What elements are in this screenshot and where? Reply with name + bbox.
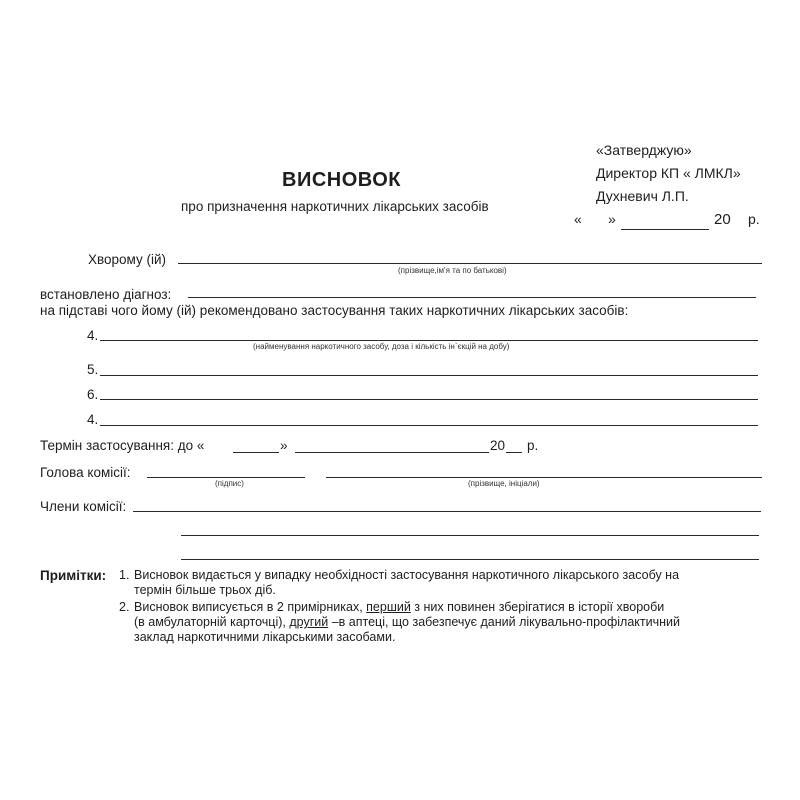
term-year: 20 — [490, 438, 506, 453]
drug-item-number: 4. — [87, 328, 99, 343]
members-label: Члени комісії: — [40, 499, 127, 514]
patient-name-line[interactable] — [178, 263, 762, 264]
term-year-line[interactable] — [506, 452, 522, 453]
term-year-suffix: р. — [527, 438, 539, 453]
drug-item-number: 4. — [87, 412, 99, 427]
note-2-line-2 — [134, 615, 680, 630]
note-2-text: –в аптеці, що забезпечує даний лікувально-профілактичний — [328, 615, 680, 629]
approval-date-open-quote: « — [574, 211, 582, 227]
note-2-text: з них повинен зберігатися в історії хвороби — [410, 600, 665, 614]
note-number: 2. — [119, 600, 130, 614]
approval-month-line — [621, 229, 709, 230]
document-subtitle: про призначення наркотичних лікарських засобів — [181, 199, 489, 214]
drug-item-number: 6. — [87, 387, 99, 402]
chair-signature-hint: (підпис) — [215, 479, 244, 488]
note-2-line-3: заклад наркотичними лікарськими засобами. — [134, 630, 396, 644]
term-day-line[interactable] — [233, 452, 279, 453]
drug-item-line[interactable] — [100, 340, 758, 341]
diagnosis-line[interactable] — [188, 297, 756, 298]
term-month-line[interactable] — [295, 452, 489, 453]
chair-name-line[interactable] — [326, 477, 762, 478]
diagnosis-label: встановлено діагноз: — [40, 287, 172, 302]
drug-item-line[interactable] — [100, 375, 758, 376]
approval-name: Духневич Л.П. — [596, 188, 689, 204]
document-title: ВИСНОВОК — [282, 169, 401, 191]
note-2-first-copy: перший — [366, 600, 411, 614]
chair-label: Голова комісії: — [40, 465, 131, 480]
drug-item-line[interactable] — [100, 399, 758, 400]
note-2-text: Висновок виписується в 2 примірниках, — [134, 600, 363, 614]
chair-name-hint: (прізвище, ініціали) — [468, 479, 540, 488]
approval-date-close-quote: » — [608, 211, 616, 227]
patient-label: Хворому (ій) — [88, 252, 167, 267]
drug-item-line[interactable] — [100, 425, 758, 426]
note-2-text: (в амбулаторній карточці), — [134, 615, 286, 629]
note-2-second-copy: другий — [289, 615, 329, 629]
term-label: Термін застосування: до « — [40, 438, 205, 453]
note-2-line-1 — [134, 600, 664, 615]
note-number: 1. — [119, 568, 130, 582]
approval-year-suffix: р. — [748, 211, 760, 227]
member-line[interactable] — [181, 535, 759, 536]
drug-hint: (найменування наркотичного засобу, доза і кількість ін`єкцій на добу) — [253, 342, 510, 351]
approval-position: Директор КП « ЛМКЛ» — [596, 165, 741, 181]
term-close-quote: » — [280, 438, 288, 453]
note-1-line-1: Висновок видається у випадку необхідності застосування наркотичного лікарського засобу на — [134, 568, 680, 582]
approval-year: 20 — [714, 211, 731, 228]
drug-item-number: 5. — [87, 362, 99, 377]
chair-signature-line[interactable] — [147, 477, 305, 478]
notes-label: Примітки: — [40, 568, 107, 583]
member-line[interactable] — [133, 511, 761, 512]
diagnosis-basis-text: на підставі чого йому (ій) рекомендовано застосування таких наркотичних лікарських засобів: — [40, 303, 629, 318]
member-line[interactable] — [181, 559, 759, 560]
note-1-line-2: термін більше трьох діб. — [134, 583, 276, 597]
patient-hint: (прізвище,ім'я та по батькові) — [398, 266, 507, 275]
approval-stamp-title: «Затверджую» — [596, 142, 692, 158]
